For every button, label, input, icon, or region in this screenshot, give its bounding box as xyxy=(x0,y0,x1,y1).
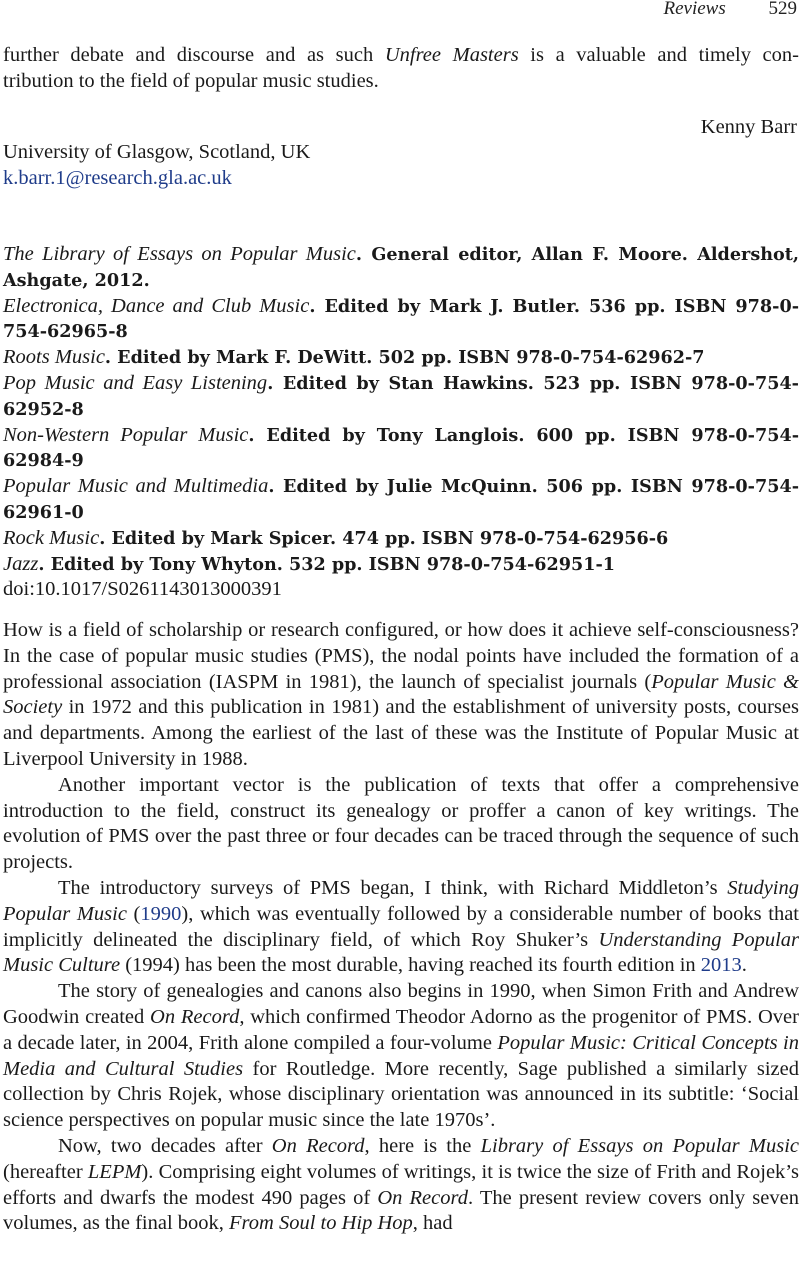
paragraph: How is a field of scholarship or research configured, or how does it achieve self-consciousness? In the case of popular music studies (PMS), the nodal points have included the formation of a professional association (IASPM in 1981), the launch of specialist journals (Popular Music & Society in 1972 and this publication in 1981) and the establishment of university posts, courses and departments. Among the earliest of the last of these was the Institute of Popular Music at Liverpool University in 1988. xyxy=(3,619,800,770)
paragraph: Another important vector is the publication of texts that offer a comprehensive introduction to the field, construct its genealogy or proffer a canon of key writings. The evolution of PMS over the past three or four decades can be traced through the sequence of such projects. xyxy=(3,773,799,874)
paragraph: Now, two decades after On Record, here is the Library of Essays on Popular Music (hereafter LEPM). Comprising eight volumes of writings, it is twice the size of Frith and Rojek’s efforts and dwarfs the modest 490 pages of On Record. The present review covers only seven volumes, as the final book, From Soul to Hip Hop, had xyxy=(3,1134,799,1235)
paragraph: The introductory surveys of PMS began, I think, with Richard Middleton’s Studying Popular Music (1990), which was eventually followed by a considerable number of books that implicitly delineated the disciplinary field, of which Roy Shuker’s Understanding Popular Music Culture (1994) has been the most durable, having reached its fourth edition in 2013. xyxy=(3,876,800,977)
book-entry: Roots Music. Edited by Mark F. DeWitt. 502 pp. ISBN 978-0-754-62962-7 xyxy=(3,346,705,369)
book-entry: The Library of Essays on Popular Music. General editor, Allan F. Moore. Aldershot, Ashgate, 2012. xyxy=(3,243,799,291)
book-entry: Non-Western Popular Music. Edited by Tony Langlois. 600 pp. ISBN 978-0-754-62984-9 xyxy=(3,423,799,472)
book-entry: Pop Music and Easy Listening. Edited by Stan Hawkins. 523 pp. ISBN 978-0-754-62952-8 xyxy=(3,371,799,420)
reviewer-affiliation-block xyxy=(3,140,799,192)
running-head-section: Reviews xyxy=(663,0,726,19)
text-line: further debate and discourse and as such Unfree Masters is a valuable and timely con- xyxy=(3,44,799,66)
citation-link[interactable]: 2013 xyxy=(700,954,742,977)
running-head xyxy=(663,0,797,20)
book-entry: Electronica, Dance and Club Music. Edited by Mark J. Butler. 536 pp. ISBN 978-0-754-62965-8 xyxy=(3,294,800,343)
book-entry: Jazz. Edited by Tony Whyton. 532 pp. ISBN 978-0-754-62951-1 xyxy=(3,552,616,575)
previous-review-ending xyxy=(3,43,799,95)
paragraph: The story of genealogies and canons also begins in 1990, when Simon Frith and Andrew Goodwin created On Record, which confirmed Theodor Adorno as the progenitor of PMS. Over a decade later, in 2004, Frith alone compiled a four-volume Popular Music: Critical Concepts in Media and Cultural Studies for Routledge. More recently, Sage published a similarly sized collection by Chris Rojek, whose disciplinary orientation was announced in its subtitle: ‘Social science perspectives on popular music since the late 1970s’. xyxy=(3,980,799,1132)
review-body xyxy=(3,618,799,1237)
citation-link[interactable]: 1990 xyxy=(140,902,182,925)
book-entry: Popular Music and Multimedia. Edited by Julie McQuinn. 506 pp. ISBN 978-0-754-62961-0 xyxy=(3,475,800,523)
reviewer-name: Kenny Barr xyxy=(700,116,797,138)
reviewed-books-list xyxy=(3,242,799,603)
text-line: tribution to the field of popular music studies. xyxy=(3,69,379,92)
page-number: 529 xyxy=(768,0,797,19)
book-entry: Rock Music. Edited by Mark Spicer. 474 pp. ISBN 978-0-754-62956-6 xyxy=(3,526,669,549)
reviewer-affiliation: University of Glasgow, Scotland, UK xyxy=(3,141,311,163)
reviewer-email-link[interactable]: k.barr.1@research.gla.ac.uk xyxy=(3,166,232,189)
doi-line: doi:10.1017/S0261143013000391 xyxy=(3,578,282,601)
